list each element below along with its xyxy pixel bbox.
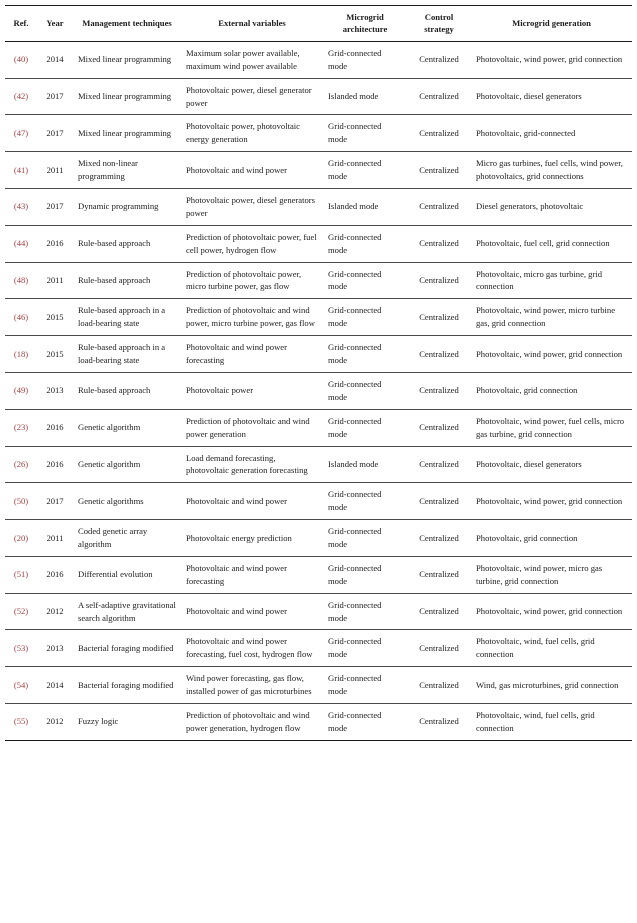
microgrid-architecture-cell: Grid-connected mode bbox=[323, 372, 407, 409]
microgrid-architecture-cell: Islanded mode bbox=[323, 78, 407, 115]
reference-cell bbox=[5, 556, 37, 593]
reference-link[interactable]: (26) bbox=[13, 458, 29, 469]
reference-link[interactable]: (48) bbox=[13, 275, 29, 286]
reference-cell bbox=[5, 78, 37, 115]
control-strategy-cell: Centralized bbox=[407, 225, 471, 262]
reference-cell bbox=[5, 336, 37, 373]
external-variables-cell: Prediction of photovoltaic and wind power, micro turbine power, gas flow bbox=[181, 299, 323, 336]
column-header-year: Year bbox=[37, 6, 73, 42]
microgrid-generation-cell: Micro gas turbines, fuel cells, wind power, photovoltaics, grid connections bbox=[471, 152, 632, 189]
control-strategy-cell: Centralized bbox=[407, 593, 471, 630]
microgrid-generation-cell: Photovoltaic, grid connection bbox=[471, 520, 632, 557]
year-cell: 2011 bbox=[37, 152, 73, 189]
year-cell: 2012 bbox=[46, 716, 64, 727]
microgrid-generation-cell: Photovoltaic, grid-connected bbox=[471, 115, 632, 152]
year-cell: 2016 bbox=[37, 446, 73, 483]
microgrid-generation-cell: Photovoltaic, wind power, micro gas turbine, grid connection bbox=[471, 556, 632, 593]
column-header-management-techniques: Management techniques bbox=[73, 6, 181, 42]
control-strategy-cell: Centralized bbox=[407, 152, 471, 189]
reference-cell bbox=[5, 483, 37, 520]
control-strategy-cell: Centralized bbox=[407, 262, 471, 299]
external-variables-cell: Prediction of photovoltaic and wind power generation, hydrogen flow bbox=[186, 709, 310, 733]
external-variables-cell: Photovoltaic power, diesel generators power bbox=[181, 189, 323, 226]
external-variables-cell: Photovoltaic and wind power bbox=[181, 593, 323, 630]
microgrid-architecture-cell: Grid-connected mode bbox=[323, 556, 407, 593]
microgrid-generation-cell: Photovoltaic, wind, fuel cells, grid connection bbox=[471, 630, 632, 667]
reference-cell bbox=[5, 189, 37, 226]
control-strategy-cell: Centralized bbox=[419, 716, 459, 727]
microgrid-architecture-cell: Grid-connected mode bbox=[323, 41, 407, 78]
microgrid-architecture-cell: Grid-connected mode bbox=[323, 262, 407, 299]
external-variables-cell: Load demand forecasting, photovoltaic generation forecasting bbox=[181, 446, 323, 483]
reference-cell bbox=[5, 225, 37, 262]
reference-cell bbox=[5, 703, 37, 740]
management-technique-cell: Genetic algorithms bbox=[73, 483, 181, 520]
year-cell: 2015 bbox=[37, 336, 73, 373]
table-row bbox=[5, 78, 632, 115]
year-cell: 2015 bbox=[37, 299, 73, 336]
reference-link[interactable]: (52) bbox=[13, 606, 29, 617]
reference-link[interactable]: (18) bbox=[13, 348, 29, 359]
external-variables-cell: Wind power forecasting, gas flow, installed power of gas microturbines bbox=[181, 667, 323, 704]
microgrid-architecture-cell: Grid-connected mode bbox=[323, 593, 407, 630]
table-row bbox=[5, 41, 632, 78]
table-row bbox=[5, 409, 632, 446]
reference-cell bbox=[5, 409, 37, 446]
microgrid-architecture-cell: Grid-connected mode bbox=[323, 483, 407, 520]
external-variables-cell: Photovoltaic power, photovoltaic energy generation bbox=[181, 115, 323, 152]
header-row bbox=[5, 6, 632, 42]
reference-cell bbox=[5, 41, 37, 78]
external-variables-cell: Photovoltaic and wind power forecasting bbox=[181, 336, 323, 373]
table-row bbox=[5, 520, 632, 557]
reference-link[interactable]: (51) bbox=[13, 569, 29, 580]
table-row bbox=[5, 667, 632, 704]
column-header-control-strategy: Control strategy bbox=[407, 6, 471, 42]
external-variables-cell: Photovoltaic and wind power bbox=[181, 483, 323, 520]
table-row bbox=[5, 262, 632, 299]
microgrid-generation-cell: Photovoltaic, wind power, grid connection bbox=[471, 41, 632, 78]
column-header-ref: Ref. bbox=[5, 6, 37, 42]
reference-cell bbox=[5, 262, 37, 299]
microgrid-generation-cell: Photovoltaic, diesel generators bbox=[471, 446, 632, 483]
table-row bbox=[5, 703, 632, 740]
management-technique-cell: Differential evolution bbox=[73, 556, 181, 593]
table-row bbox=[5, 446, 632, 483]
reference-link[interactable]: (43) bbox=[13, 201, 29, 212]
microgrid-architecture-cell: Islanded mode bbox=[323, 446, 407, 483]
management-technique-cell: Coded genetic array algorithm bbox=[73, 520, 181, 557]
table-row bbox=[5, 299, 632, 336]
microgrid-generation-cell: Photovoltaic, wind power, grid connection bbox=[471, 483, 632, 520]
table-row bbox=[5, 593, 632, 630]
management-technique-cell: Rule-based approach bbox=[73, 262, 181, 299]
control-strategy-cell: Centralized bbox=[407, 483, 471, 520]
management-technique-cell: Genetic algorithm bbox=[73, 409, 181, 446]
reference-link[interactable]: (53) bbox=[13, 642, 29, 653]
table-row bbox=[5, 483, 632, 520]
microgrid-generation-cell: Photovoltaic, wind, fuel cells, grid connection bbox=[476, 709, 595, 733]
management-technique-cell: Mixed linear programming bbox=[73, 78, 181, 115]
column-header-microgrid-architecture: Microgrid architecture bbox=[323, 6, 407, 42]
control-strategy-cell: Centralized bbox=[407, 409, 471, 446]
table-row bbox=[5, 225, 632, 262]
year-cell: 2014 bbox=[37, 41, 73, 78]
reference-link[interactable]: (47) bbox=[13, 127, 29, 138]
control-strategy-cell: Centralized bbox=[407, 299, 471, 336]
management-technique-cell: Mixed non-linear programming bbox=[73, 152, 181, 189]
management-techniques-table bbox=[5, 5, 632, 741]
reference-cell bbox=[5, 299, 37, 336]
microgrid-architecture-cell: Grid-connected mode bbox=[323, 299, 407, 336]
reference-link[interactable]: (54) bbox=[13, 679, 29, 690]
external-variables-cell: Photovoltaic and wind power bbox=[181, 152, 323, 189]
external-variables-cell: Photovoltaic power, diesel generator power bbox=[181, 78, 323, 115]
table-row bbox=[5, 189, 632, 226]
microgrid-generation-cell: Photovoltaic, diesel generators bbox=[471, 78, 632, 115]
reference-link[interactable]: (42) bbox=[13, 91, 29, 102]
year-cell: 2016 bbox=[37, 556, 73, 593]
external-variables-cell: Photovoltaic energy prediction bbox=[181, 520, 323, 557]
external-variables-cell: Prediction of photovoltaic power, fuel cell power, hydrogen flow bbox=[181, 225, 323, 262]
control-strategy-cell: Centralized bbox=[407, 115, 471, 152]
year-cell: 2011 bbox=[37, 262, 73, 299]
table-header bbox=[5, 6, 632, 42]
microgrid-architecture-cell: Grid-connected mode bbox=[323, 630, 407, 667]
management-technique-cell: Fuzzy logic bbox=[78, 716, 119, 727]
management-technique-cell: Rule-based approach in a load-bearing state bbox=[73, 336, 181, 373]
reference-link[interactable]: (50) bbox=[13, 495, 29, 506]
reference-link[interactable]: (23) bbox=[13, 422, 29, 433]
external-variables-cell: Prediction of photovoltaic and wind power generation bbox=[181, 409, 323, 446]
year-cell: 2017 bbox=[37, 115, 73, 152]
year-cell: 2016 bbox=[37, 409, 73, 446]
control-strategy-cell: Centralized bbox=[407, 336, 471, 373]
management-technique-cell: Rule-based approach bbox=[73, 372, 181, 409]
management-technique-cell: Mixed linear programming bbox=[73, 41, 181, 78]
microgrid-generation-cell: Photovoltaic, fuel cell, grid connection bbox=[471, 225, 632, 262]
year-cell: 2017 bbox=[37, 483, 73, 520]
reference-cell bbox=[5, 667, 37, 704]
microgrid-architecture-cell: Grid-connected mode bbox=[323, 336, 407, 373]
external-variables-cell: Photovoltaic power bbox=[181, 372, 323, 409]
reference-link[interactable]: (41) bbox=[13, 164, 29, 175]
reference-cell bbox=[5, 372, 37, 409]
control-strategy-cell: Centralized bbox=[407, 520, 471, 557]
external-variables-cell: Photovoltaic and wind power forecasting bbox=[181, 556, 323, 593]
management-technique-cell: Dynamic programming bbox=[73, 189, 181, 226]
microgrid-architecture-cell: Grid-connected mode bbox=[323, 152, 407, 189]
management-technique-cell: Bacterial foraging modified bbox=[73, 630, 181, 667]
table-body bbox=[5, 41, 632, 740]
year-cell: 2017 bbox=[37, 78, 73, 115]
reference-cell bbox=[5, 630, 37, 667]
management-technique-cell: Genetic algorithm bbox=[73, 446, 181, 483]
microgrid-architecture-cell: Islanded mode bbox=[323, 189, 407, 226]
control-strategy-cell: Centralized bbox=[407, 372, 471, 409]
microgrid-architecture-cell: Grid-connected mode bbox=[323, 667, 407, 704]
control-strategy-cell: Centralized bbox=[407, 667, 471, 704]
control-strategy-cell: Centralized bbox=[407, 556, 471, 593]
microgrid-generation-cell: Photovoltaic, wind power, grid connection bbox=[471, 593, 632, 630]
management-technique-cell: A self-adaptive gravitational search algorithm bbox=[73, 593, 181, 630]
year-cell: 2014 bbox=[37, 667, 73, 704]
external-variables-cell: Photovoltaic and wind power forecasting, fuel cost, hydrogen flow bbox=[181, 630, 323, 667]
table-row bbox=[5, 630, 632, 667]
year-cell: 2012 bbox=[37, 593, 73, 630]
external-variables-cell: Prediction of photovoltaic power, micro turbine power, gas flow bbox=[181, 262, 323, 299]
reference-cell bbox=[5, 115, 37, 152]
management-technique-cell: Mixed linear programming bbox=[73, 115, 181, 152]
reference-link[interactable]: (55) bbox=[13, 716, 29, 727]
year-cell: 2011 bbox=[37, 520, 73, 557]
reference-link[interactable]: (46) bbox=[13, 311, 29, 322]
table-row bbox=[5, 372, 632, 409]
microgrid-generation-cell: Photovoltaic, wind power, micro turbine gas, grid connection bbox=[471, 299, 632, 336]
control-strategy-cell: Centralized bbox=[407, 630, 471, 667]
reference-cell bbox=[5, 593, 37, 630]
external-variables-cell: Maximum solar power available, maximum wind power available bbox=[181, 41, 323, 78]
reference-cell bbox=[5, 446, 37, 483]
microgrid-generation-cell: Photovoltaic, wind power, grid connection bbox=[471, 336, 632, 373]
microgrid-generation-cell: Photovoltaic, micro gas turbine, grid connection bbox=[471, 262, 632, 299]
reference-cell bbox=[5, 520, 37, 557]
control-strategy-cell: Centralized bbox=[407, 189, 471, 226]
reference-link[interactable]: (20) bbox=[13, 532, 29, 543]
year-cell: 2017 bbox=[37, 189, 73, 226]
microgrid-architecture-cell: Grid-connected mode bbox=[323, 115, 407, 152]
microgrid-generation-cell: Diesel generators, photovoltaic bbox=[471, 189, 632, 226]
microgrid-architecture-cell: Grid-connected mode bbox=[328, 709, 382, 733]
reference-link[interactable]: (40) bbox=[13, 54, 29, 65]
management-technique-cell: Bacterial foraging modified bbox=[73, 667, 181, 704]
reference-link[interactable]: (49) bbox=[13, 385, 29, 396]
microgrid-architecture-cell: Grid-connected mode bbox=[323, 520, 407, 557]
microgrid-generation-cell: Photovoltaic, grid connection bbox=[471, 372, 632, 409]
management-technique-cell: Rule-based approach in a load-bearing state bbox=[73, 299, 181, 336]
control-strategy-cell: Centralized bbox=[407, 41, 471, 78]
year-cell: 2013 bbox=[37, 630, 73, 667]
control-strategy-cell: Centralized bbox=[407, 446, 471, 483]
table-row bbox=[5, 115, 632, 152]
table-row bbox=[5, 556, 632, 593]
microgrid-generation-cell: Wind, gas microturbines, grid connection bbox=[471, 667, 632, 704]
microgrid-generation-cell: Photovoltaic, wind power, fuel cells, micro gas turbine, grid connection bbox=[471, 409, 632, 446]
management-technique-cell: Rule-based approach bbox=[73, 225, 181, 262]
microgrid-architecture-cell: Grid-connected mode bbox=[323, 409, 407, 446]
table-row bbox=[5, 336, 632, 373]
table-row bbox=[5, 152, 632, 189]
reference-cell bbox=[5, 152, 37, 189]
column-header-microgrid-generation: Microgrid generation bbox=[471, 6, 632, 42]
reference-link[interactable]: (44) bbox=[13, 238, 29, 249]
year-cell: 2013 bbox=[37, 372, 73, 409]
year-cell: 2016 bbox=[37, 225, 73, 262]
control-strategy-cell: Centralized bbox=[407, 78, 471, 115]
column-header-external-variables: External variables bbox=[181, 6, 323, 42]
microgrid-architecture-cell: Grid-connected mode bbox=[323, 225, 407, 262]
